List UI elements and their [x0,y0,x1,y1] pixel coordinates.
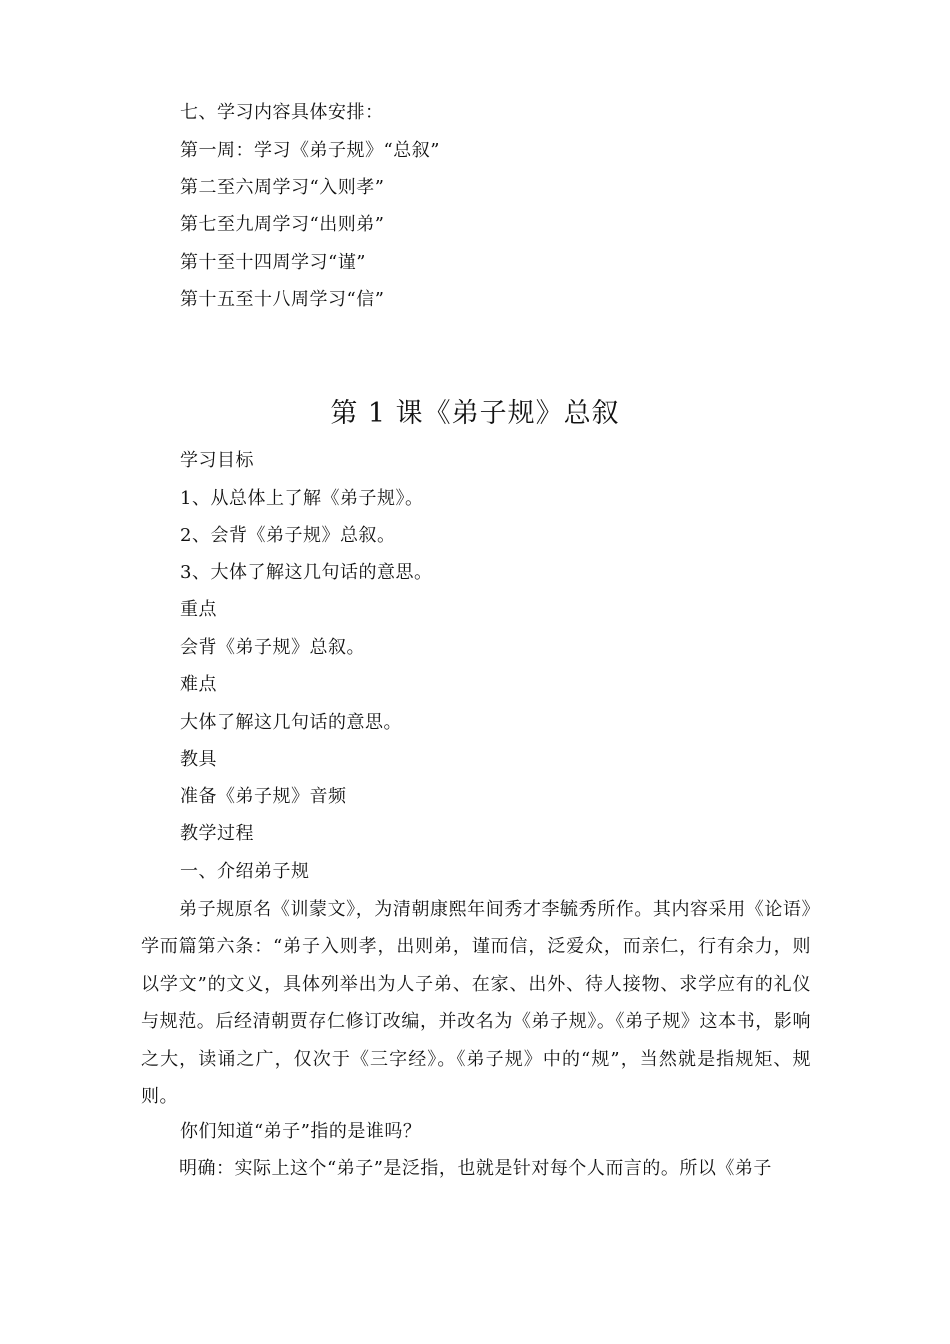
schedule-item: 第十至十四周学习“谨” [180,252,366,273]
goal-item: 3、大体了解这几句话的意思。 [180,562,433,583]
schedule-item: 第二至六周学习“入则孝” [180,177,385,198]
tools-text: 准备《弟子规》音频 [180,786,347,807]
schedule-item: 第七至九周学习“出则弟” [180,214,385,235]
process-heading: 教学过程 [180,823,254,844]
difficulty-text: 大体了解这几句话的意思。 [180,712,402,733]
lesson-title: 第 1 课《弟子规》总叙 [330,398,620,429]
goal-item: 1、从总体上了解《弟子规》。 [180,488,424,509]
schedule-item: 第一周：学习《弟子规》“总叙” [180,140,440,161]
difficulty-heading: 难点 [180,674,217,695]
goal-item: 2、会背《弟子规》总叙。 [180,525,396,546]
question-text: 你们知道“弟子”指的是谁吗？ [180,1121,422,1142]
goals-heading: 学习目标 [180,450,254,471]
answer-text: 明确：实际上这个“弟子”是泛指，也就是针对每个人而言的。所以《弟子 [179,1158,772,1179]
schedule-item: 第十五至十八周学习“信” [180,289,385,310]
schedule-heading: 七、学习内容具体安排： [180,102,384,123]
key-heading: 重点 [180,599,217,620]
key-text: 会背《弟子规》总叙。 [180,637,365,658]
section-heading: 一、介绍弟子规 [180,861,310,882]
tools-heading: 教具 [180,749,217,770]
intro-paragraph: 弟子规原名《训蒙文》，为清朝康熙年间秀才李毓秀所作。其内容采用《论语》学而篇第六条：“弟子入则孝，出则弟，谨而信，泛爱众，而亲仁，行有余力，则以学文”的文义，具体列举出为人子弟、在家、出外、待人接物、求学应有的礼仪与规范。后经清朝贾存仁修订改编，并改名为《弟子规》。《弟子规》这本书，影响之大，读诵之广，仅次于《三字经》。《弟子规》中的“规”，当然就是指规矩、规则。 [141,899,811,1108]
